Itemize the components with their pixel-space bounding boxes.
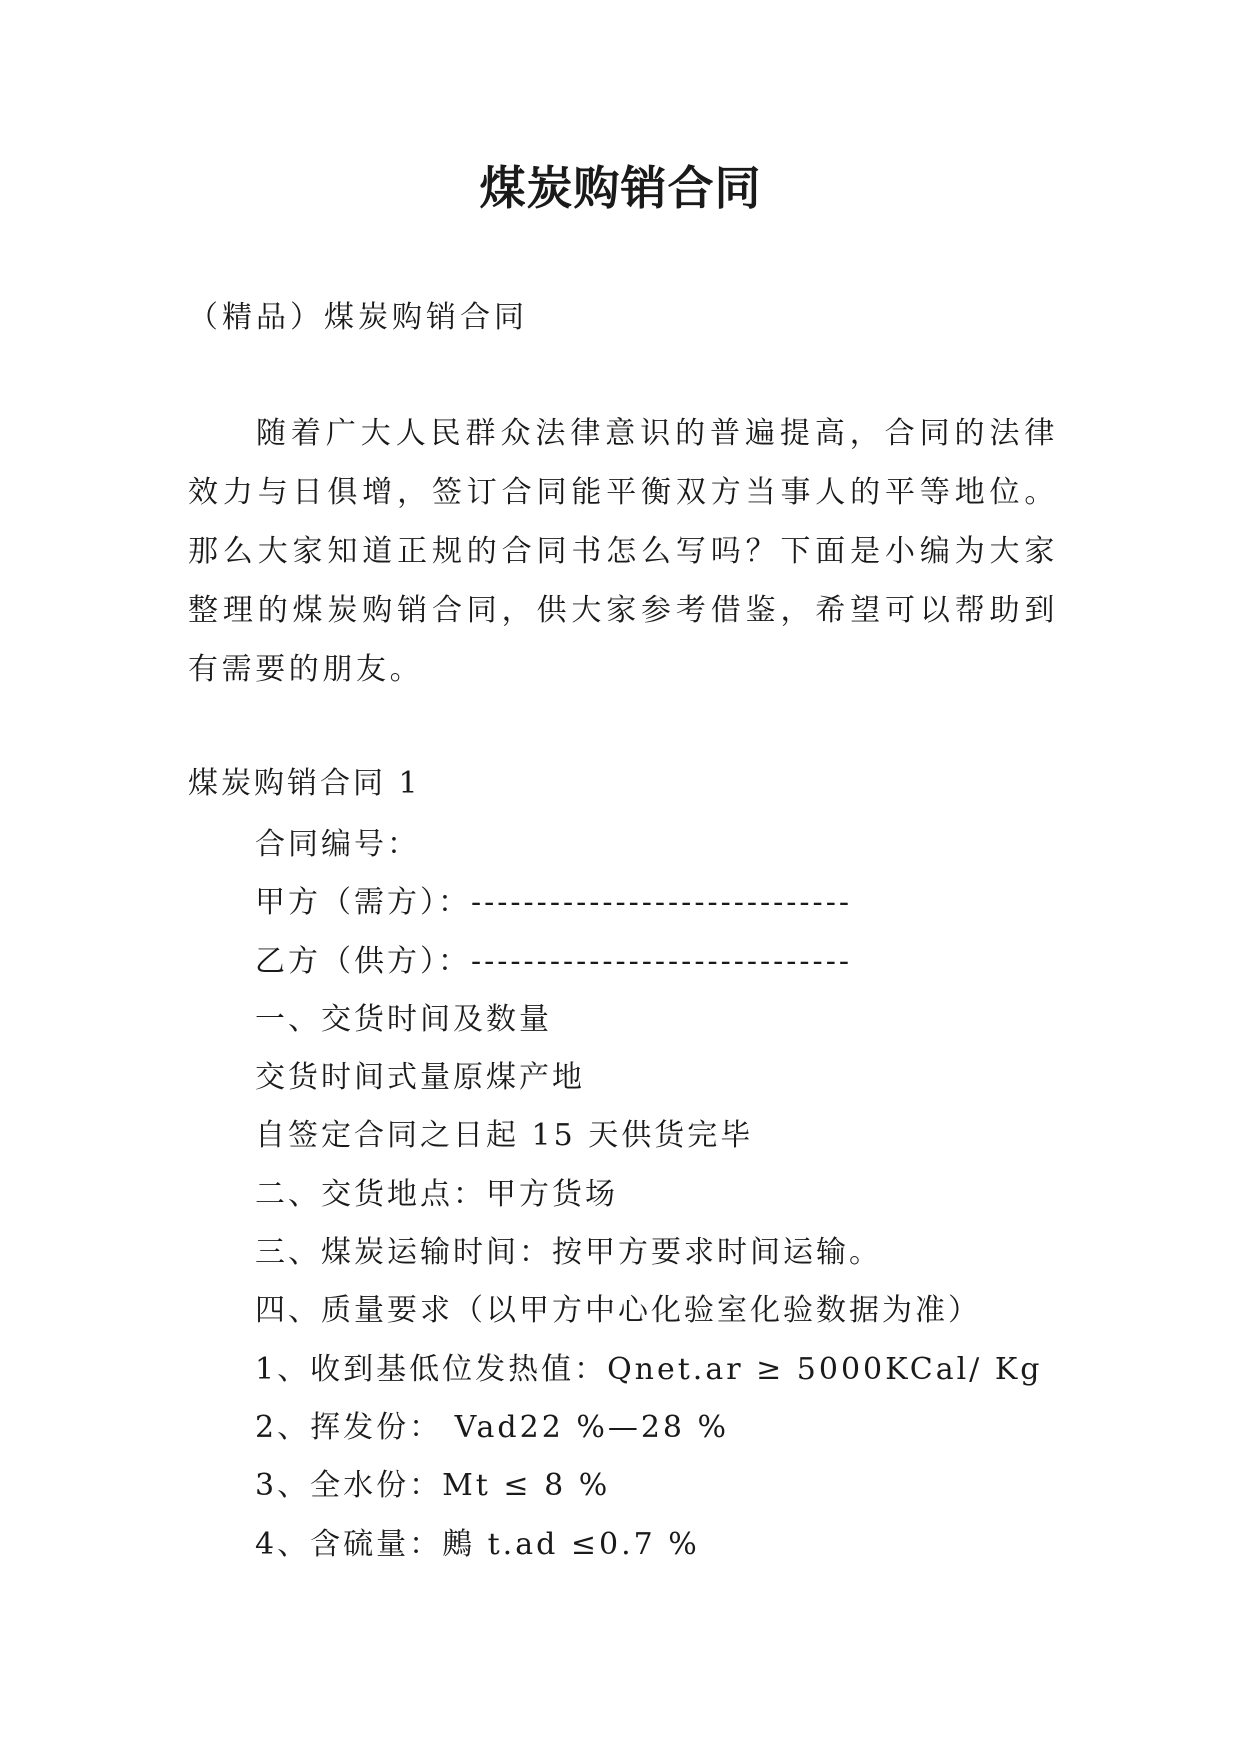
section-heading: 煤炭购销合同 1	[188, 766, 421, 801]
document-title: 煤炭购销合同	[479, 161, 762, 215]
clause-heading-location: 二、交货地点：甲方货场	[255, 1176, 618, 1212]
clause-heading-quality: 四、质量要求（以甲方中心化验室化验数据为准）	[255, 1293, 981, 1329]
quality-item: 2、挥发份： Vad22 %—28 %	[255, 1409, 730, 1445]
intro-paragraph: 随着广大人民群众法律意识的普遍提高，合同的法律效力与日俱增，签订合同能平衡双方当事人的平等地位。那么大家知道正规的合同书怎么写吗？下面是小编为大家整理的煤炭购销合同，供大家参考借鉴，希望可以帮助到有需要的朋友。	[188, 416, 1058, 687]
quality-item: 1、收到基低位发热值：Qnet.ar ≥ 5000KCal/ Kg	[255, 1351, 1043, 1387]
party-a-line: 甲方（需方）：-----------------------------	[255, 885, 852, 921]
quality-item: 4、含硫量：鶊 t.ad ≤0.7 %	[255, 1526, 700, 1562]
clause-line: 交货时间式量原煤产地	[255, 1060, 585, 1096]
document-subtitle: （精品）煤炭购销合同	[188, 300, 528, 335]
contract-number-line: 合同编号：	[255, 827, 420, 862]
clause-line: 自签定合同之日起 15 天供货完毕	[255, 1118, 754, 1154]
clause-heading-delivery: 一、交货时间及数量	[255, 1001, 552, 1037]
party-b-line: 乙方（供方）：-----------------------------	[255, 943, 852, 979]
clause-heading-transport: 三、煤炭运输时间：按甲方要求时间运输。	[255, 1235, 882, 1271]
contract-clauses	[255, 816, 1042, 1574]
quality-item: 3、全水份：Mt ≤ 8 %	[255, 1468, 611, 1504]
